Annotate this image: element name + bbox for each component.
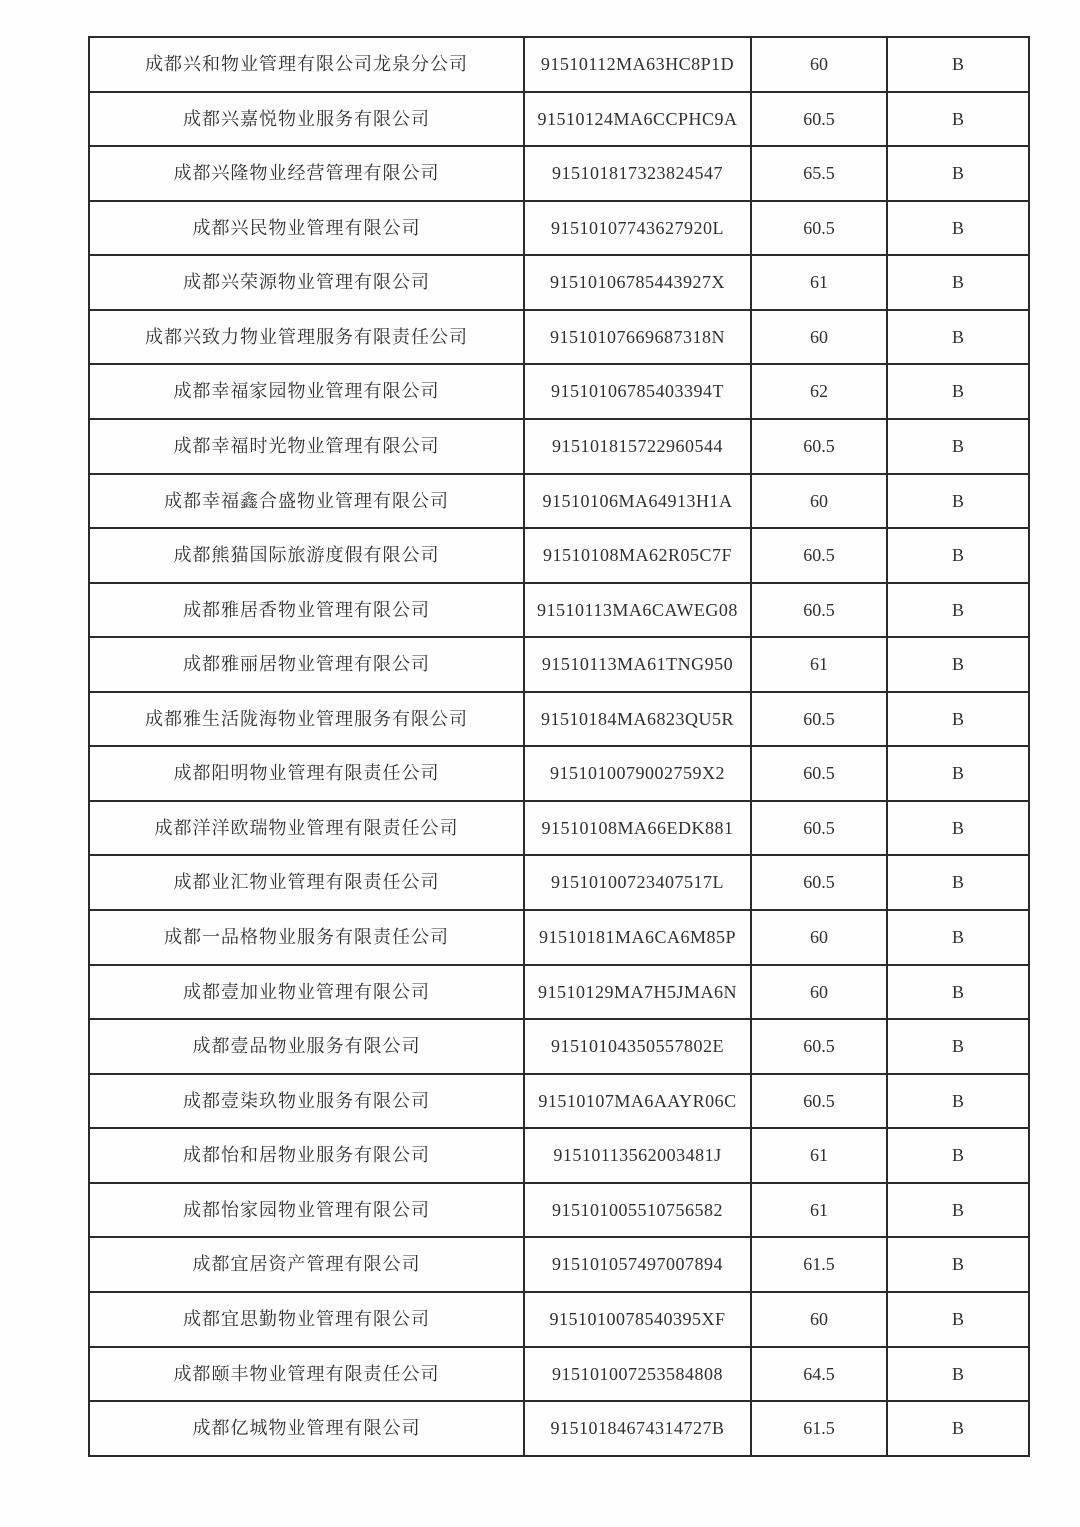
grade-cell: B (887, 1074, 1029, 1129)
grade-cell: B (887, 910, 1029, 965)
credit-code-cell: 91510108MA62R05C7F (524, 528, 751, 583)
grade-cell: B (887, 310, 1029, 365)
credit-code-cell: 91510106MA64913H1A (524, 474, 751, 529)
table-row (89, 528, 1029, 583)
company-name-cell: 成都宜思勤物业管理有限公司 (89, 1292, 524, 1347)
table-row (89, 1347, 1029, 1402)
company-name-cell: 成都阳明物业管理有限责任公司 (89, 746, 524, 801)
company-name-cell: 成都熊猫国际旅游度假有限公司 (89, 528, 524, 583)
credit-code-cell: 915101817323824547 (524, 146, 751, 201)
credit-code-cell: 91510113562003481J (524, 1128, 751, 1183)
credit-code-cell: 91510100723407517L (524, 855, 751, 910)
score-cell: 60.5 (751, 746, 887, 801)
credit-code-cell: 91510107669687318N (524, 310, 751, 365)
company-name-cell: 成都壹品物业服务有限公司 (89, 1019, 524, 1074)
score-cell: 60 (751, 310, 887, 365)
table-row (89, 1183, 1029, 1238)
grade-cell: B (887, 855, 1029, 910)
table-row (89, 474, 1029, 529)
credit-code-cell: 91510184MA6823QU5R (524, 692, 751, 747)
company-name-cell: 成都业汇物业管理有限责任公司 (89, 855, 524, 910)
score-cell: 60.5 (751, 1019, 887, 1074)
table-row (89, 1292, 1029, 1347)
score-cell: 65.5 (751, 146, 887, 201)
company-name-cell: 成都幸福鑫合盛物业管理有限公司 (89, 474, 524, 529)
credit-code-cell: 91510106785443927X (524, 255, 751, 310)
score-cell: 61 (751, 1128, 887, 1183)
table-row (89, 419, 1029, 474)
table-row (89, 583, 1029, 638)
table-row (89, 1237, 1029, 1292)
score-cell: 60 (751, 1292, 887, 1347)
company-name-cell: 成都怡和居物业服务有限公司 (89, 1128, 524, 1183)
credit-code-cell: 91510107MA6AAYR06C (524, 1074, 751, 1129)
company-name-cell: 成都兴和物业管理有限公司龙泉分公司 (89, 37, 524, 92)
credit-code-cell: 91510107743627920L (524, 201, 751, 256)
grade-cell: B (887, 37, 1029, 92)
company-name-cell: 成都兴民物业管理有限公司 (89, 201, 524, 256)
company-name-cell: 成都兴致力物业管理服务有限责任公司 (89, 310, 524, 365)
table-row (89, 201, 1029, 256)
grade-cell: B (887, 474, 1029, 529)
grade-cell: B (887, 255, 1029, 310)
score-cell: 61.5 (751, 1401, 887, 1456)
table-row (89, 1019, 1029, 1074)
grade-cell: B (887, 201, 1029, 256)
score-cell: 60.5 (751, 1074, 887, 1129)
table-row (89, 1074, 1029, 1129)
score-cell: 61.5 (751, 1237, 887, 1292)
company-name-cell: 成都一品格物业服务有限责任公司 (89, 910, 524, 965)
company-name-cell: 成都幸福时光物业管理有限公司 (89, 419, 524, 474)
credit-code-cell: 91510112MA63HC8P1D (524, 37, 751, 92)
table-row (89, 746, 1029, 801)
score-cell: 61 (751, 637, 887, 692)
credit-code-cell: 91510106785403394T (524, 364, 751, 419)
grade-cell: B (887, 1401, 1029, 1456)
score-cell: 60.5 (751, 201, 887, 256)
credit-code-cell: 915101007253584808 (524, 1347, 751, 1402)
credit-code-cell: 91510113MA6CAWEG08 (524, 583, 751, 638)
table-row (89, 364, 1029, 419)
table-row (89, 92, 1029, 147)
score-cell: 62 (751, 364, 887, 419)
credit-code-cell: 91510113MA61TNG950 (524, 637, 751, 692)
score-cell: 61 (751, 255, 887, 310)
grade-cell: B (887, 1347, 1029, 1402)
credit-code-cell: 915101057497007894 (524, 1237, 751, 1292)
table-row (89, 855, 1029, 910)
credit-code-cell: 9151010078540395XF (524, 1292, 751, 1347)
score-cell: 60 (751, 965, 887, 1020)
score-cell: 60 (751, 910, 887, 965)
credit-code-cell: 91510181MA6CA6M85P (524, 910, 751, 965)
company-name-cell: 成都兴嘉悦物业服务有限公司 (89, 92, 524, 147)
grade-cell: B (887, 637, 1029, 692)
table-row (89, 801, 1029, 856)
credit-rating-table (88, 36, 1030, 1457)
table-row (89, 37, 1029, 92)
table-row (89, 692, 1029, 747)
credit-code-cell: 91510184674314727B (524, 1401, 751, 1456)
grade-cell: B (887, 92, 1029, 147)
company-name-cell: 成都怡家园物业管理有限公司 (89, 1183, 524, 1238)
credit-code-cell: 9151010079002759X2 (524, 746, 751, 801)
company-name-cell: 成都颐丰物业管理有限责任公司 (89, 1347, 524, 1402)
company-name-cell: 成都雅居香物业管理有限公司 (89, 583, 524, 638)
grade-cell: B (887, 146, 1029, 201)
grade-cell: B (887, 419, 1029, 474)
score-cell: 60.5 (751, 419, 887, 474)
grade-cell: B (887, 364, 1029, 419)
company-name-cell: 成都壹加业物业管理有限公司 (89, 965, 524, 1020)
score-cell: 60 (751, 474, 887, 529)
grade-cell: B (887, 692, 1029, 747)
credit-code-cell: 91510104350557802E (524, 1019, 751, 1074)
table-row (89, 146, 1029, 201)
grade-cell: B (887, 1237, 1029, 1292)
score-cell: 60.5 (751, 92, 887, 147)
table-row (89, 910, 1029, 965)
company-name-cell: 成都幸福家园物业管理有限公司 (89, 364, 524, 419)
score-cell: 60.5 (751, 801, 887, 856)
grade-cell: B (887, 1292, 1029, 1347)
table-row (89, 310, 1029, 365)
table-row (89, 1128, 1029, 1183)
table-row (89, 637, 1029, 692)
table-row (89, 255, 1029, 310)
credit-code-cell: 91510108MA66EDK881 (524, 801, 751, 856)
company-name-cell: 成都雅丽居物业管理有限公司 (89, 637, 524, 692)
grade-cell: B (887, 746, 1029, 801)
company-name-cell: 成都洋洋欧瑞物业管理有限责任公司 (89, 801, 524, 856)
company-name-cell: 成都兴荣源物业管理有限公司 (89, 255, 524, 310)
score-cell: 64.5 (751, 1347, 887, 1402)
credit-code-cell: 915101815722960544 (524, 419, 751, 474)
credit-code-cell: 91510124MA6CCPHC9A (524, 92, 751, 147)
grade-cell: B (887, 1019, 1029, 1074)
score-cell: 60.5 (751, 528, 887, 583)
credit-code-cell: 91510129MA7H5JMA6N (524, 965, 751, 1020)
company-name-cell: 成都兴隆物业经营管理有限公司 (89, 146, 524, 201)
company-name-cell: 成都壹柒玖物业服务有限公司 (89, 1074, 524, 1129)
score-cell: 60.5 (751, 855, 887, 910)
table-row (89, 965, 1029, 1020)
credit-code-cell: 915101005510756582 (524, 1183, 751, 1238)
company-name-cell: 成都亿城物业管理有限公司 (89, 1401, 524, 1456)
grade-cell: B (887, 583, 1029, 638)
score-cell: 60.5 (751, 692, 887, 747)
score-cell: 61 (751, 1183, 887, 1238)
grade-cell: B (887, 1128, 1029, 1183)
score-cell: 60.5 (751, 583, 887, 638)
table-row (89, 1401, 1029, 1456)
rating-table-body (89, 37, 1029, 1456)
grade-cell: B (887, 528, 1029, 583)
grade-cell: B (887, 1183, 1029, 1238)
company-name-cell: 成都雅生活陇海物业管理服务有限公司 (89, 692, 524, 747)
grade-cell: B (887, 801, 1029, 856)
grade-cell: B (887, 965, 1029, 1020)
company-name-cell: 成都宜居资产管理有限公司 (89, 1237, 524, 1292)
score-cell: 60 (751, 37, 887, 92)
